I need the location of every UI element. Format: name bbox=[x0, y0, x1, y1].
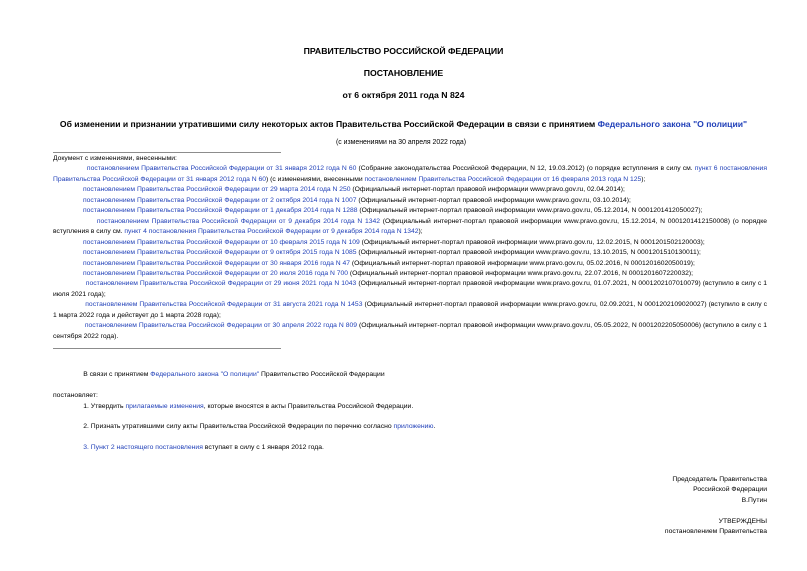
amendments-intro: Документ с изменениями, внесенными: bbox=[53, 155, 177, 162]
attached-changes-link[interactable]: прилагаемые изменения bbox=[125, 403, 204, 410]
amendment-item: постановлением Правительства Российской Федерации от 30 января 2016 года N 47 (Официальный интернет-портал правовой информации www.pravo.gov.ru, 05.02.2016, N 0001201602050019); bbox=[83, 259, 695, 267]
amendment-item: постановлением Правительства Российской Федерации от 2 октября 2014 года N 1007 (Официальный интернет-портал правовой информации www.pravo.gov.ru, 03.10.2014); bbox=[83, 196, 631, 204]
body-paragraph-5: 3. Пункт 2 настоящего постановления вступает в силу с 1 января 2012 года. bbox=[83, 444, 324, 451]
signature-title: Председатель Правительства bbox=[672, 476, 767, 483]
amendment-link[interactable]: постановлением Правительства Российской Федерации от 1 декабря 2014 года N 1288 bbox=[83, 207, 358, 215]
signature-block bbox=[672, 475, 767, 506]
document-title-text: Об изменении и признании утратившими силу некоторых актов Правительства Российской Федерации в связи с принятием bbox=[59, 119, 598, 129]
amendment-link[interactable]: постановлением Правительства Российской Федерации от 20 июля 2016 года N 700 bbox=[83, 269, 349, 277]
amendment-item: постановлением Правительства Российской Федерации от 10 февраля 2015 года N 109 (Официальный интернет-портал правовой информации www.pravo.gov.ru, 12.02.2015, N 0001201502120003); bbox=[83, 238, 705, 246]
amendment-link[interactable]: постановлением Правительства Российской Федерации от 2 октября 2014 года N 1007 bbox=[83, 196, 357, 204]
revision-note: (с изменениями на 30 апреля 2022 года) bbox=[336, 139, 466, 146]
body-paragraph-3: 1. Утвердить прилагаемые изменения, которые вносятся в акты Правительства Российской Федерации. bbox=[83, 403, 414, 410]
amendment-sublink[interactable]: постановлением Правительства Российской Федерации от 16 февраля 2013 года N 125 bbox=[364, 175, 642, 183]
amendment-link[interactable]: постановлением Правительства Российской Федерации от 31 января 2012 года N 60 bbox=[86, 165, 357, 173]
body-paragraph-4: 2. Признать утратившими силу акты Правительства Российской Федерации по перечню согласно приложению. bbox=[83, 423, 436, 430]
amendment-sublink[interactable]: пункт 4 постановления Правительства Российской Федерации от 9 декабря 2014 года N 1342 bbox=[124, 228, 419, 236]
document-date-number: от 6 октября 2011 года N 824 bbox=[342, 90, 465, 100]
clause-2-link[interactable]: Пункт 2 настоящего постановления bbox=[90, 444, 203, 451]
body-paragraph-2: постановляет: bbox=[53, 392, 98, 399]
amendment-link[interactable]: постановлением Правительства Российской Федерации от 9 октября 2015 года N 1085 bbox=[83, 249, 357, 257]
amendment-item: постановлением Правительства Российской Федерации от 9 октября 2015 года N 1085 (Официальный интернет-портал правовой информации www.pravo.gov.ru, 13.10.2015, N 0001201510130011); bbox=[83, 249, 701, 257]
amendment-item: постановлением Правительства Российской Федерации от 31 августа 2021 года N 1453 (Официальный интернет-портал правовой информации www.pravo.gov.ru, 02.09.2021, N 0001202109020027) (вступило в силу с 1 марта 2022 года и действует до 1 марта 2028 года); bbox=[53, 301, 767, 319]
top-divider bbox=[53, 152, 281, 153]
amendment-link[interactable]: постановлением Правительства Российской Федерации от 29 марта 2014 года N 250 bbox=[83, 186, 351, 194]
signature-name: В.Путин bbox=[741, 496, 767, 504]
body-paragraph-1: В связи с принятием Федерального закона "О полиции" Правительство Российской Федерации bbox=[83, 371, 385, 378]
amendment-link[interactable]: постановлением Правительства Российской Федерации от 29 июня 2021 года N 1043 bbox=[85, 280, 357, 288]
amendment-item: постановлением Правительства Российской Федерации от 29 марта 2014 года N 250 (Официальный интернет-портал правовой информации www.pravo.gov.ru, 02.04.2014); bbox=[83, 186, 625, 194]
item-number-link[interactable]: 3. bbox=[83, 444, 91, 451]
approved-by: постановлением Правительства bbox=[664, 528, 767, 536]
amendment-link[interactable]: постановлением Правительства Российской Федерации от 30 января 2016 года N 47 bbox=[83, 259, 350, 267]
federal-law-link[interactable]: Федерального закона "О полиции" bbox=[150, 371, 260, 378]
amendment-item: постановлением Правительства Российской Федерации от 9 декабря 2014 года N 1342 (Официальный интернет-портал правовой информации www.pravo.gov.ru, 15.12.2014, N 0001201412150008) (о порядке вступления в силу см. пункт 4 постановления Правительства Российской Федерации от 9 декабря 2014 года N 1342); bbox=[53, 217, 767, 236]
appendix-link[interactable]: приложению bbox=[393, 423, 434, 430]
document-title bbox=[0, 119, 807, 129]
approved-label: УТВЕРЖДЕНЫ bbox=[718, 518, 767, 525]
signature-org: Российской Федерации bbox=[693, 486, 767, 494]
amendment-item: постановлением Правительства Российской Федерации от 29 июня 2021 года N 1043 (Официальный интернет-портал правовой информации www.pravo.gov.ru, 01.07.2021, N 0001202107010079) (вступило в силу с 1 июля 2021 года); bbox=[53, 280, 768, 298]
approved-block bbox=[665, 517, 767, 538]
amendment-item: постановлением Правительства Российской Федерации от 1 декабря 2014 года N 1288 (Официальный интернет-портал правовой информации www.pravo.gov.ru, 05.12.2014, N 0001201412050027); bbox=[83, 207, 703, 215]
amendment-link[interactable]: постановлением Правительства Российской Федерации от 31 августа 2021 года N 1453 bbox=[85, 301, 363, 309]
government-heading: ПРАВИТЕЛЬСТВО РОССИЙСКОЙ ФЕДЕРАЦИИ bbox=[303, 46, 504, 56]
amendment-item: постановлением Правительства Российской Федерации от 30 апреля 2022 года N 809 (Официальный интернет-портал правовой информации www.pravo.gov.ru, 05.05.2022, N 0001202205050006) (вступило в силу с 1 сентября 2022 года). bbox=[53, 322, 767, 340]
amendment-sublink[interactable]: пункт 6 постановления Правительства Российской Федерации от 31 января 2012 года N 60 bbox=[53, 165, 767, 183]
bottom-divider bbox=[53, 348, 281, 349]
document-type: ПОСТАНОВЛЕНИЕ bbox=[363, 68, 444, 78]
amendment-link[interactable]: постановлением Правительства Российской Федерации от 30 апреля 2022 года N 809 bbox=[84, 322, 358, 330]
amendment-item: постановлением Правительства Российской Федерации от 20 июля 2016 года N 700 (Официальный интернет-портал правовой информации www.pravo.gov.ru, 22.07.2016, N 0001201607220032); bbox=[83, 269, 693, 277]
federal-law-police-link[interactable]: Федерального закона "О полиции" bbox=[597, 119, 748, 129]
amendment-item: постановлением Правительства Российской Федерации от 31 января 2012 года N 60 (Собрание законодательства Российской Федерации, N 12, 19.03.2012) (о порядке вступления в силу см. пункт 6 постановления Правительства Российской Федерации от 31 января 2012 года N 60) (с изменениями, внесенными постановлением Правительства Российской Федерации от 16 февраля 2013 года N 125); bbox=[53, 165, 767, 183]
amendments-block bbox=[53, 154, 767, 342]
amendment-link[interactable]: постановлением Правительства Российской Федерации от 9 декабря 2014 года N 1342 bbox=[96, 217, 381, 225]
amendment-link[interactable]: постановлением Правительства Российской Федерации от 10 февраля 2015 года N 109 bbox=[83, 238, 360, 246]
